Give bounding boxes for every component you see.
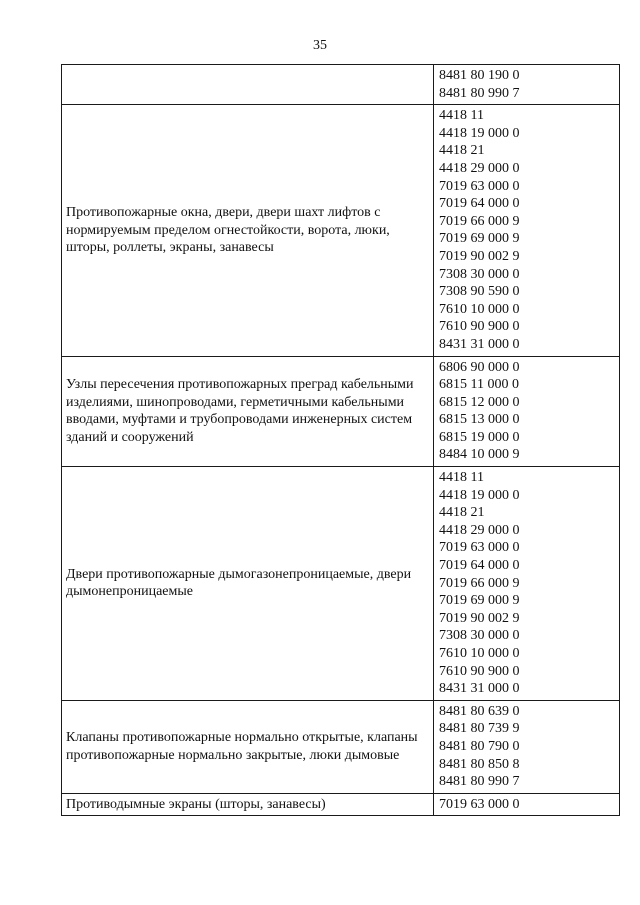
tnved-code: 8481 80 850 8 <box>439 756 520 772</box>
tnved-code: 7019 63 000 0 <box>439 178 520 194</box>
tnved-code-cell <box>434 793 620 816</box>
tnved-code: 8481 80 739 9 <box>439 721 520 737</box>
table-row <box>62 65 620 105</box>
tnved-code: 4418 29 000 0 <box>439 160 520 176</box>
tnved-code: 7019 63 000 0 <box>439 540 520 556</box>
product-name: Двери противопожарные дымогазонепроницаемые, двери дымонепроницаемые <box>66 566 412 600</box>
tnved-code: 4418 11 <box>439 470 484 486</box>
tnved-code: 7019 66 000 9 <box>439 575 520 591</box>
tnved-code: 8481 80 639 0 <box>439 703 520 719</box>
tnved-code: 4418 29 000 0 <box>439 522 520 538</box>
tnved-code: 8481 80 990 7 <box>439 85 520 101</box>
product-name: Противопожарные окна, двери, двери шахт лифтов с нормируемым пределом огнестойкости, ворота, люки, шторы, роллеты, экраны, занавесы <box>66 204 390 256</box>
tnved-code: 7019 64 000 0 <box>439 196 520 212</box>
product-name-cell <box>62 793 434 816</box>
tnved-code: 7610 90 900 0 <box>439 663 520 679</box>
product-name-cell <box>62 467 434 701</box>
table-row <box>62 356 620 467</box>
tnved-code-cell <box>434 467 620 701</box>
tnved-code: 7019 69 000 9 <box>439 231 520 247</box>
tnved-code: 7019 90 002 9 <box>439 610 520 626</box>
tnved-code-cell <box>434 700 620 793</box>
tnved-code: 6806 90 000 0 <box>439 359 520 375</box>
tnved-code: 6815 13 000 0 <box>439 412 520 428</box>
tnved-code-cell <box>434 105 620 356</box>
table-row <box>62 467 620 701</box>
tnved-code: 4418 19 000 0 <box>439 125 520 141</box>
tnved-code: 7610 10 000 0 <box>439 301 520 317</box>
page-number: 35 <box>313 38 327 53</box>
tnved-code: 4418 21 <box>439 505 485 521</box>
tnved-code: 8431 31 000 0 <box>439 681 520 697</box>
product-name-cell <box>62 700 434 793</box>
tnved-code-cell <box>434 356 620 467</box>
tnved-code: 6815 11 000 0 <box>439 377 519 393</box>
product-name-cell <box>62 105 434 356</box>
product-name: Узлы пересечения противопожарных преград кабельными изделиями, шинопроводами, герметичными кабельными вводами, муфтами и трубопроводами инженерных систем зданий и сооружений <box>66 377 414 445</box>
tnved-code: 7019 66 000 9 <box>439 213 520 229</box>
table-row <box>62 793 620 816</box>
tnved-code: 4418 19 000 0 <box>439 487 520 503</box>
tnved-code: 7610 90 900 0 <box>439 319 520 335</box>
tnved-code: 7019 64 000 0 <box>439 558 520 574</box>
tnved-code: 7308 30 000 0 <box>439 266 520 282</box>
product-name: Клапаны противопожарные нормально открытые, клапаны противопожарные нормально закрытые, люки дымовые <box>66 730 418 763</box>
table-body <box>62 65 620 816</box>
tnved-code: 7019 69 000 9 <box>439 593 520 609</box>
tnved-code: 6815 12 000 0 <box>439 394 520 410</box>
table-row <box>62 700 620 793</box>
tnved-code: 7019 90 002 9 <box>439 248 520 264</box>
tnved-code: 7308 90 590 0 <box>439 284 520 300</box>
tnved-code: 4418 21 <box>439 143 485 159</box>
tnved-code: 7610 10 000 0 <box>439 646 520 661</box>
tnved-codes-table <box>61 64 620 816</box>
tnved-code: 8481 80 990 7 <box>439 774 520 790</box>
tnved-code: 8481 80 190 0 <box>439 68 520 83</box>
tnved-code: 6815 19 000 0 <box>439 429 520 445</box>
tnved-code: 8481 80 790 0 <box>439 738 520 754</box>
table-row <box>62 105 620 356</box>
tnved-code: 8484 10 000 9 <box>439 447 520 463</box>
tnved-code: 7308 30 000 0 <box>439 628 520 644</box>
tnved-code: 8431 31 000 0 <box>439 336 520 352</box>
product-name-cell <box>62 356 434 467</box>
product-name-cell <box>62 65 434 105</box>
product-name: Противодымные экраны (шторы, занавесы) <box>66 796 326 812</box>
tnved-code: 4418 11 <box>439 108 484 124</box>
tnved-code: 7019 63 000 0 <box>439 796 520 812</box>
tnved-code-cell <box>434 65 620 105</box>
